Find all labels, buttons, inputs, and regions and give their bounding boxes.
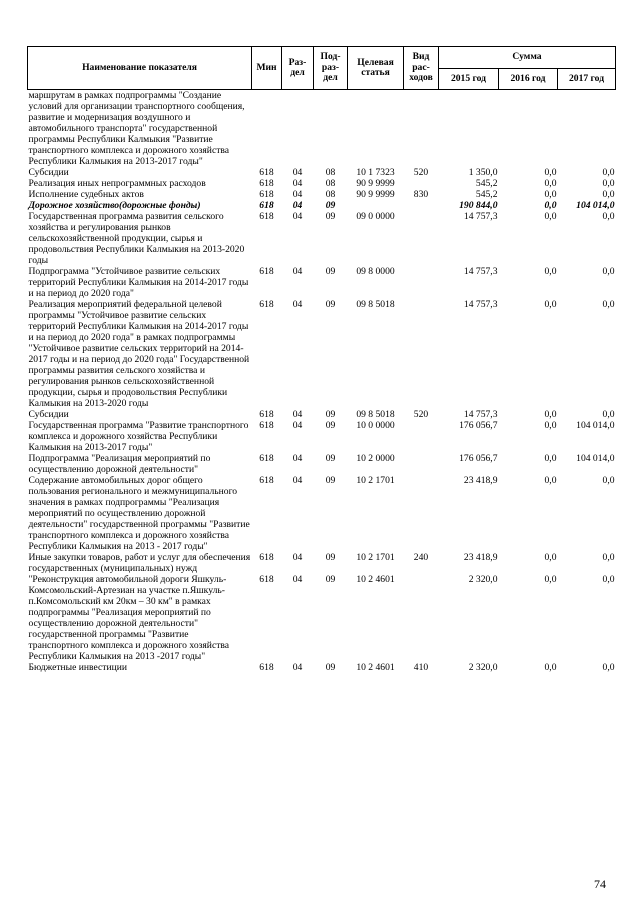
row-article: 10 0 0000 <box>356 420 395 431</box>
row-min: 618 <box>259 299 274 310</box>
row-vid <box>404 453 439 475</box>
row-2016: 0,0 <box>544 299 557 310</box>
row-vid: 520 <box>413 409 429 420</box>
row-name: Субсидии <box>28 167 69 178</box>
row-razdel: 04 <box>292 420 303 431</box>
row-2015: 545,2 <box>475 189 498 200</box>
row-razdel: 04 <box>292 574 303 585</box>
row-2016: 0,0 <box>544 420 557 431</box>
row-vid <box>404 200 439 211</box>
row-razdel: 04 <box>292 167 303 178</box>
row-min: 618 <box>259 420 274 431</box>
row-2017: 0,0 <box>602 189 615 200</box>
table-row <box>28 409 616 420</box>
table-row <box>28 90 616 168</box>
row-2017: 0,0 <box>602 178 615 189</box>
table-row <box>28 453 616 475</box>
row-name: Подпрограмма "Устойчивое развитие сельских территорий Республики Калмыкия на 2014-2017 годы и на период до 2020 года" <box>28 266 249 299</box>
row-2015: 14 757,3 <box>463 409 498 420</box>
row-2016: 0,0 <box>544 662 557 673</box>
row-vid <box>404 475 439 552</box>
row-article: 09 8 5018 <box>356 299 395 310</box>
header-min: Мин <box>252 47 282 90</box>
row-article: 09 8 0000 <box>356 266 395 277</box>
row-2016: 0,0 <box>544 475 557 486</box>
row-vid: 410 <box>413 662 429 673</box>
header-2016: 2016 год <box>499 69 558 90</box>
header-article: Целевая статья <box>348 47 404 90</box>
header-vid: Вид рас-ходов <box>404 47 439 90</box>
row-name: Содержание автомобильных дорог общего пользования регионального и межмуниципального значения в рамках подпрограммы "Реализация мероприятий по осуществлению дорожной деятельности" государственной программы "Развитие транспортного комплекса и дорожного хозяйства Республики Калмыкия на 2013 - 2017 годы" <box>28 475 250 552</box>
row-name: Реализация иных непрограммных расходов <box>28 178 206 189</box>
row-razdel: 04 <box>292 552 303 563</box>
row-name: Бюджетные инвестиции <box>28 662 127 673</box>
row-min: 618 <box>259 552 274 563</box>
row-min: 618 <box>259 189 274 200</box>
row-2017 <box>558 90 616 168</box>
row-2016: 0,0 <box>544 200 557 211</box>
table-row <box>28 167 616 178</box>
row-vid <box>404 178 439 189</box>
row-2016: 0,0 <box>544 409 557 420</box>
row-article: 10 2 4601 <box>356 662 395 673</box>
row-2017: 0,0 <box>602 475 615 486</box>
row-name: Государственная программа "Развитие транспортного комплекса и дорожного хозяйства Республики Калмыкия на 2013-2017 годы" <box>28 420 249 453</box>
row-podrazdel: 09 <box>325 299 336 310</box>
row-podrazdel: 08 <box>325 178 336 189</box>
table-row <box>28 420 616 453</box>
row-vid <box>404 574 439 662</box>
row-2015: 23 418,9 <box>463 475 498 486</box>
row-name: маршрутам в рамках подпрограммы "Создание условий для организации транспортного сообщения, развитие и модернизация воздушного и автомобильного транспорта" государственной программы Республики Калмыкия "Развитие транспортного комплекса и дорожного хозяйства Республики Калмыкия на 2013-2017 годы" <box>28 90 245 167</box>
row-min: 618 <box>259 574 274 585</box>
row-article: 90 9 9999 <box>356 189 395 200</box>
row-2017: 0,0 <box>602 552 615 563</box>
row-vid <box>404 90 439 168</box>
row-name: Субсидии <box>28 409 69 420</box>
row-min: 618 <box>259 167 274 178</box>
row-name: Подпрограмма "Реализация мероприятий по осуществлению дорожной деятельности" <box>28 453 211 475</box>
row-razdel: 04 <box>292 409 303 420</box>
row-2017: 0,0 <box>602 662 615 673</box>
row-2017: 0,0 <box>602 266 615 277</box>
row-min: 618 <box>259 266 274 277</box>
row-podrazdel: 09 <box>325 453 336 464</box>
row-article <box>348 90 404 168</box>
row-name: "Реконструкция автомобильной дороги Яшкуль-Комсомольский-Артезиан на участке п.Яшкуль-п.Комсомольский км 20км – 30 км" в рамках подпрограммы "Реализация мероприятий по осуществлению дорожной деятельности" государственной программы "Развитие транспортного комплекса и дорожного хозяйства Республики Калмыкия на 2013 -2017 годы" <box>28 574 230 662</box>
row-2017: 0,0 <box>602 409 615 420</box>
row-article: 09 8 5018 <box>356 409 395 420</box>
row-2017: 0,0 <box>602 574 615 585</box>
header-sum: Сумма <box>439 47 616 69</box>
row-2015: 176 056,7 <box>459 453 498 464</box>
row-2016: 0,0 <box>544 178 557 189</box>
table-row <box>28 189 616 200</box>
row-podrazdel: 09 <box>325 420 336 431</box>
row-name: Государственная программа развития сельского хозяйства и регулирования рынков сельскохозяйственной продукции, сырья и продовольствия Республики Калмыкия на 2013-2020 годы <box>28 211 245 266</box>
row-min: 618 <box>259 211 274 222</box>
row-2017: 104 014,0 <box>576 200 615 211</box>
row-2015 <box>439 90 499 168</box>
row-article: 10 2 1701 <box>356 552 395 563</box>
header-podrazdel: Под-раз-дел <box>314 47 348 90</box>
row-razdel: 04 <box>292 266 303 277</box>
row-min: 618 <box>259 178 274 189</box>
row-name: Иные закупки товаров, работ и услуг для обеспечения государственных (муниципальных) нужд <box>28 552 251 574</box>
row-2015: 190 844,0 <box>459 200 498 211</box>
row-name: Реализация мероприятий федеральной целевой программы "Устойчивое развитие сельских территорий Республики Калмыкия на 2014-2017 годы и на период до 2020 года" в рамках подпрограммы "Устойчивое развитие сельских территорий на 2014-2017 годы и на период до 2020 года" Государственной программы развития сельского хозяйства и регулирования рынков сельскохозяйственной продукции, сырья и продовольствия Республики Калмыкия на 2013-2020 годы <box>28 299 250 409</box>
row-article: 90 9 9999 <box>356 178 395 189</box>
table-row <box>28 475 616 552</box>
row-podrazdel: 08 <box>325 189 336 200</box>
header-2017: 2017 год <box>558 69 616 90</box>
row-2016: 0,0 <box>544 167 557 178</box>
row-min: 618 <box>259 662 274 673</box>
row-2015: 545,2 <box>475 178 498 189</box>
row-2015: 23 418,9 <box>463 552 498 563</box>
row-2016: 0,0 <box>544 266 557 277</box>
row-name: Дорожное хозяйство(дорожные фонды) <box>28 200 201 211</box>
table-row <box>28 574 616 662</box>
row-article: 10 2 0000 <box>356 453 395 464</box>
row-podrazdel: 08 <box>325 167 336 178</box>
row-podrazdel: 09 <box>325 662 336 673</box>
row-2016 <box>499 90 558 168</box>
row-vid: 240 <box>413 552 429 563</box>
row-podrazdel <box>314 90 348 168</box>
row-2017: 0,0 <box>602 299 615 310</box>
row-vid <box>404 299 439 409</box>
row-min: 618 <box>259 409 274 420</box>
table-row <box>28 662 616 673</box>
table-body <box>28 90 616 674</box>
row-razdel: 04 <box>292 662 303 673</box>
table-row <box>28 299 616 409</box>
row-2016: 0,0 <box>544 211 557 222</box>
row-2017: 104 014,0 <box>576 420 615 431</box>
row-article: 10 2 4601 <box>356 574 395 585</box>
row-podrazdel: 09 <box>325 211 336 222</box>
table-row <box>28 178 616 189</box>
row-vid <box>404 266 439 299</box>
table-row <box>28 552 616 574</box>
row-min: 618 <box>259 453 274 464</box>
row-min <box>252 90 282 168</box>
row-2015: 2 320,0 <box>468 662 498 673</box>
row-min: 618 <box>259 200 274 211</box>
page-number: 74 <box>594 877 606 891</box>
row-razdel: 04 <box>292 211 303 222</box>
row-vid <box>404 420 439 453</box>
row-razdel: 04 <box>292 453 303 464</box>
row-2015: 2 320,0 <box>468 574 498 585</box>
table-row <box>28 200 616 211</box>
row-vid <box>404 211 439 266</box>
row-article: 09 0 0000 <box>356 211 395 222</box>
row-podrazdel: 09 <box>325 475 336 486</box>
row-podrazdel: 09 <box>325 409 336 420</box>
row-razdel <box>282 90 314 168</box>
row-2016: 0,0 <box>544 552 557 563</box>
header-name: Наименование показателя <box>28 47 252 90</box>
row-vid: 830 <box>413 189 429 200</box>
row-podrazdel: 09 <box>325 200 336 211</box>
row-podrazdel: 09 <box>325 574 336 585</box>
row-2015: 14 757,3 <box>463 266 498 277</box>
header-razdel: Раз-дел <box>282 47 314 90</box>
row-2017: 104 014,0 <box>576 453 615 464</box>
row-podrazdel: 09 <box>325 266 336 277</box>
row-podrazdel: 09 <box>325 552 336 563</box>
row-article: 10 2 1701 <box>356 475 395 486</box>
row-razdel: 04 <box>292 475 303 486</box>
budget-table <box>27 46 616 673</box>
row-razdel: 04 <box>292 178 303 189</box>
row-2015: 14 757,3 <box>463 299 498 310</box>
header-2015: 2015 год <box>439 69 499 90</box>
row-2015: 176 056,7 <box>459 420 498 431</box>
row-razdel: 04 <box>292 200 303 211</box>
row-2015: 1 350,0 <box>468 167 498 178</box>
row-2017: 0,0 <box>602 211 615 222</box>
row-article <box>348 200 404 211</box>
row-2015: 14 757,3 <box>463 211 498 222</box>
row-name: Исполнение судебных актов <box>28 189 144 200</box>
row-2017: 0,0 <box>602 167 615 178</box>
row-article: 10 1 7323 <box>356 167 395 178</box>
table-row <box>28 266 616 299</box>
row-min: 618 <box>259 475 274 486</box>
row-2016: 0,0 <box>544 574 557 585</box>
table-row <box>28 211 616 266</box>
row-2016: 0,0 <box>544 189 557 200</box>
row-razdel: 04 <box>292 189 303 200</box>
row-razdel: 04 <box>292 299 303 310</box>
row-vid: 520 <box>413 167 429 178</box>
row-2016: 0,0 <box>544 453 557 464</box>
